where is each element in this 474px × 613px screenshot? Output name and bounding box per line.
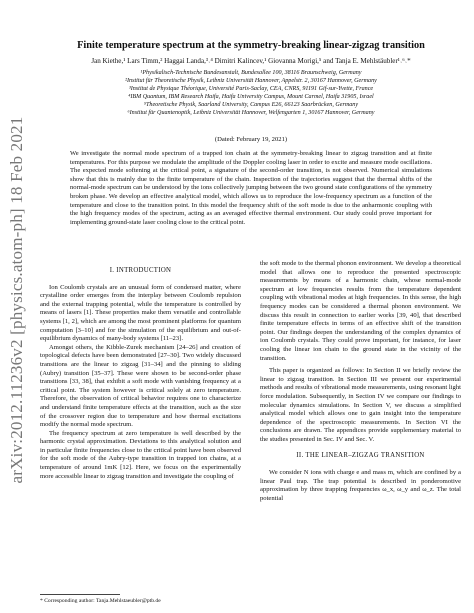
paragraph: This paper is organized as follows: In Section II we briefly review the linear to zigzag transition. In Section III we present our experimental methods and results of vibrational mode measurements, using resonant light force modulation. Subsequently, in Section IV we compare our findings to molecular dynamics simulations. In Section V, we discuss a simplified analytical model which allows one to gain insight into the temperature dependence of the spectroscopic measurements. In Section VI the conclusions are drawn. The appendices provide supplementary material to the studies presented in Sec. IV and Sec. V. xyxy=(260,367,461,443)
abstract: We investigate the normal mode spectrum of a trapped ion chain at the symmetry-breaking linear to zigzag transition and at finite temperatures. For this purpose we modulate the amplitude of the Doppler cooling laser in order to excite and measure mode oscillations. The expected mode softening at the critical point, a signature of the second-order transition, is not observed. Numerical simulations show that this is mainly due to the finite temperature of the chain. Inspection of the trajectories suggest that the thermal shifts of the normal-mode spectrum can be understood by the ions collectively jumping between the two ground state configurations of the symmetry broken phase. We develop an effective analytical model, which allows us to reproduce the low-frequency spectrum as a function of the temperature and close to the transition point. In this model the frequency shift of the soft mode is due to the anharmonic coupling with the high frequency modes of the spectrum, acting as an averaged effective thermal environment. Our study could prove important for implementing ground-state laser cooling close to the critical point. xyxy=(70,150,432,226)
paragraph: We consider N ions with charge e and mass m, which are confined by a linear Paul trap. The trap potential is described in ponderomotive approximation by three trapping frequencies ω_x, ω_y and ω_z. The total potential xyxy=(260,469,461,502)
paragraph: Amongst others, the Kibble-Zurek mechanism [24–26] and creation of topological defects have been demonstrated [27–30]. Two widely discussed transitions are the linear to zigzag [31–34] and the pinning to sliding (Aubry) transition [35–37]. These were shown to be second-order phase transitions [33, 38], that exhibit a soft mode with vanishing frequency at a critical point. The system however is critical solely at zero temperature. Therefore, the observation of critical behavior requires one to characterize and understand finite temperature effects at the transition, such as the size of the crossover region due to temperature and how thermal excitations modify the normal mode spectrum. xyxy=(40,343,241,429)
affiliation-line: ¹Physikalisch-Technische Bundesanstalt, Bundesallee 100, 38116 Braunschweig, Germany xyxy=(140,70,362,76)
dated-line: (Dated: February 19, 2021) xyxy=(214,136,288,143)
affiliation-line: ²Institut für Theoretische Physik, Leibniz Universität Hannover, Appelstr. 2, 30167 Hannover, Germany xyxy=(125,78,377,85)
affiliations xyxy=(40,69,462,118)
affiliation-line: ³Institut de Physique Théorique, Université Paris-Saclay, CEA, CNRS, 91191 Gif-sur-Yvette, France xyxy=(128,86,374,93)
section-heading-linear-zigzag: II. THE LINEAR–ZIGZAG TRANSITION xyxy=(296,452,425,460)
affiliation-line: ⁶Institut für Quantenoptik, Leibniz Universität Hannover, Welfengarten 1, 30167 Hannover, Germany xyxy=(127,110,375,117)
corresponding-author-footnote: * Corresponding author: Tanja.Mehlstaeubler@ptb.de xyxy=(40,598,161,604)
affiliation-line: ⁵Theoretische Physik, Saarland University, Campus E26, 66123 Saarbrücken, Germany xyxy=(143,102,359,109)
arxiv-id[interactable]: arXiv:2012.11236v2 [physics.atom-ph] 18 Feb 2021 xyxy=(7,116,26,484)
left-column xyxy=(40,265,241,481)
footnote-rule xyxy=(40,594,120,595)
paragraph: The frequency spectrum at zero temperature is well described by the harmonic crystal approximation. Deviations to this analytical solution and in particular finite frequencies close to the critical point have been observed for the soft mode of the Aubry-type transition in trapped ion chains, at a temperature of around 1mK [12]. Here, we focus on the experimentally more accessible linear to zigzag transition and investigate the coupling of xyxy=(40,429,241,480)
author-list: Jan Kiethe,¹ Lars Timm,² Haggai Landa,³˒⁴ Dimitri Kalincev,¹ Giovanna Morigi,⁵ and Tanja E. Mehlstäubler¹˒⁶˒* xyxy=(91,57,411,65)
affiliation-line: ⁴IBM Quantum, IBM Research Haifa, Haifa University Campus, Mount Carmel, Haifa 31905, Israel xyxy=(128,94,374,101)
section-heading-introduction: I. INTRODUCTION xyxy=(109,267,172,274)
paragraph: the soft mode to the thermal phonon environment. We develop a theoretical model that allows one to reproduce the presented spectroscopic measurements by means of a harmonic chain, whose normal-mode spectrum at low frequencies results from the temperature dependent coupling with vibrational modes at high frequencies. In this sense, the high frequency modes can be considered a thermal phonon environment. We discuss this result in connection to earlier works [39, 40], that described finite temperature effects in terms of an effective shift of the transition point. Our findings deepen the understanding of the complex dynamics of ion Coulomb crystals. They could prove important, for instance, for laser cooling the linear ion chain to the ground state in the vicinity of the transition. xyxy=(260,260,461,362)
arxiv-sidebar-stamp xyxy=(4,40,30,560)
right-column xyxy=(260,260,461,503)
paragraph: Ion Coulomb crystals are an unusual form of condensed matter, where crystalline order emerges from the interplay between Coulomb repulsion and the external trapping potential, while the temperature is controlled by means of lasers [1]. These properties make them versatile and controllable systems [1, 2], which are among the most prominent platforms for quantum computation [3–10] and for the simulation of the equilibrium and out-of-equilibrium dynamics of many-body systems [11–23]. xyxy=(40,283,241,343)
paper-title: Finite temperature spectrum at the symmetry-breaking linear-zigzag transition xyxy=(77,40,425,51)
